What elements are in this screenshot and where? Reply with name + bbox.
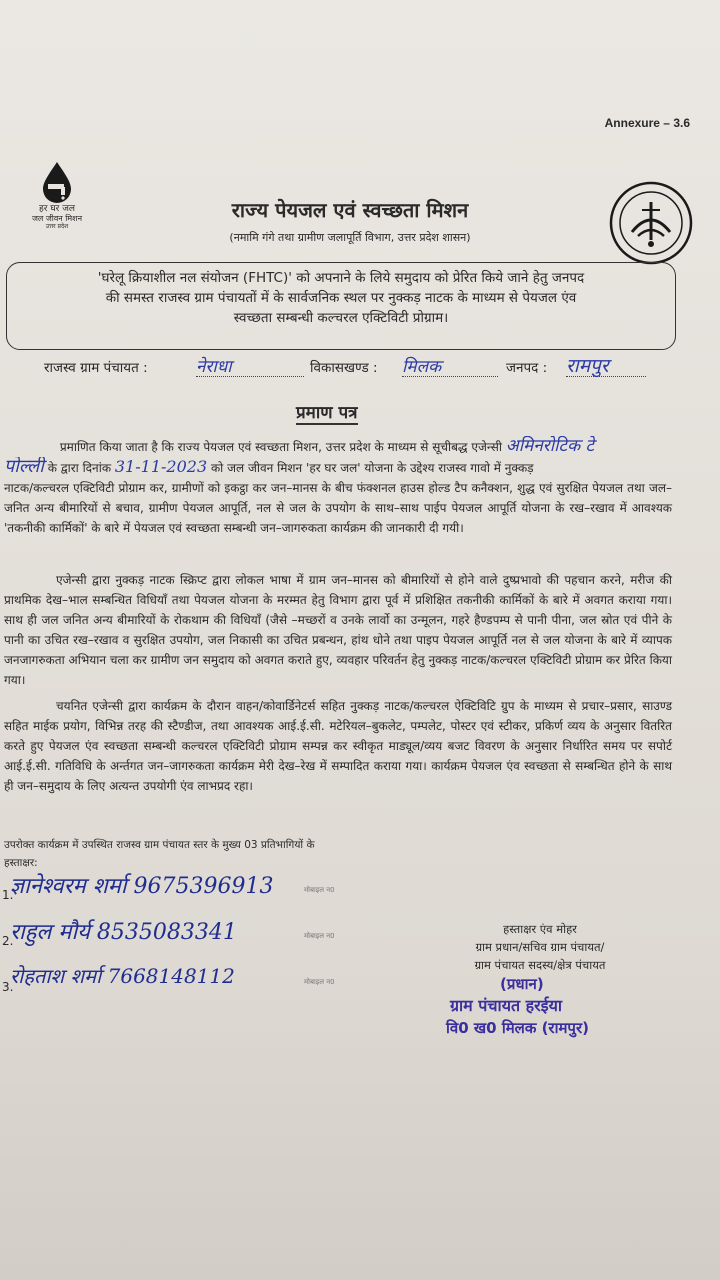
box-line: की समस्त राजस्व ग्राम पंचायतों में के सार्वजनिक स्थल पर नुक्कड़ नाटक के माध्यम से पेयजल एंव [105, 290, 577, 306]
box-line: 'घरेलू क्रियाशील नल संयोजन (FHTC)' को अपनाने के लिये समुदाय को प्रेरित किये जाने हेतु जनपद [97, 270, 585, 286]
participant-number: 2. [2, 934, 14, 948]
annexure-label: Annexure – 3.6 [604, 116, 690, 130]
participants-list [0, 870, 340, 1000]
location-fields [0, 355, 720, 386]
logo-line-1: हर घर जल [39, 204, 75, 214]
stamp-line-1: ग्राम पंचायत हरईया [450, 996, 562, 1015]
paragraph-2 [4, 570, 672, 690]
block-label: विकासखण्ड : [310, 360, 378, 376]
district-value: रामपुर [566, 355, 609, 377]
stamp-line-2: वि0 ख0 मिलक (रामपुर) [446, 1019, 589, 1037]
signatory-line-1: हस्ताक्षर एंव मोहर [503, 922, 577, 936]
signatory-line-2: ग्राम प्रधान/सचिव ग्राम पंचायत/ [475, 940, 605, 954]
program-description-box [6, 262, 676, 350]
participants-label: हस्ताक्षर: [4, 857, 38, 869]
water-drop-tap-icon [37, 160, 77, 204]
participant-number: 3. [2, 980, 14, 994]
box-line: स्वच्छता सम्बन्धी कल्चरल एक्टिविटी प्रोग्राम। [233, 310, 449, 326]
signatory-line-3: ग्राम पंचायत सदस्य/क्षेत्र पंचायत [474, 958, 606, 972]
block-field [402, 354, 498, 377]
paragraph-2-text: एजेन्सी द्वारा नुक्कड़ नाटक स्क्रिप्ट द्वारा लोकल भाषा में ग्राम जन–मानस को बीमारियों से होने वाले दुष्प्रभावो की पहचान करने, मरीज की प्राथमिक देख–भाल सम्बन्धित विधियाँ तथा पेयजल योजना के मरम्मत हेतु विभाग द्वारा पूर्व में प्रशिक्षित तकनीकी कार्मिकों के बारे में अवगत कराया गया। साथ ही जल जनित अन्य बीमारियों के रोकथाम की विधियाँ (जैसे –मच्छरों व उनके लार्वो का उन्मूलन, गहरे हैण्डपम्प से पानी पीना, जल स्रोत एवं पीने के पानी का उचित रख–रखाव व सुरक्षित उपयोग, जल निकासी का उचित प्रबन्धन, हांथ धोने तथा पाइप पेयजल आपूर्ति नल से जल योजना के बारे में व्यापक जनजागरुकता अभियान चला कर ग्रामीण जन समुदाय को अवगत कराते हुए, व्यवहार परिवर्तन हेतु नुक्कड़ नाटक/कल्चरल एक्टिविटी प्रोग्राम कर प्रेरित किया गया। [4, 573, 672, 687]
paragraph-1-text-b: के द्वारा दिनांक [47, 461, 112, 475]
participant-mobile-label: मोबाइल न0 [304, 886, 335, 894]
paragraph-1-line-2 [4, 457, 672, 478]
paragraph-3-text: चयनित एजेन्सी द्वारा कार्यक्रम के दौरान वाहन/कोवार्डिनेटर्स सहित नुक्कड़ नाटक/कल्चरल ऐक्टिविटि ग्रुप के माध्यम से प्रचार–प्रसार, साउण्ड सहित माईक प्रयोग, विभिन्न तरह की स्टैण्डीज, तथा आवश्यक आई.ई.सी. मटेरियल–बुकलेट, पम्पलेट, पोस्टर एवं स्टीकर, प्रकिर्ण व्यय के अनुसार वितरित करते हुए पेयजल एंव स्वच्छता सम्बन्धी कल्चरल एक्टिविटी प्रोग्राम सम्पन्न कर स्वीकृत माड्यूल/व्यय बजट विवरण के अनुसार निर्धारित समय पर सपोर्ट आई.ई.सी. गतिविधि के अर्न्तगत जन–जागरुकता कार्यक्रम मेरी देख–रेख में सम्पादित कराया गया। कार्यक्रम पेयजल एंव स्वच्छता से सम्बन्धित होने के साथ ही जन–समुदाय के लिए अत्यन्त उपयोगी एंव लाभप्रद रहा। [4, 699, 672, 793]
program-date-handwritten: 31-11-2023 [114, 457, 208, 476]
pradhan-signature: (प्रधान) [500, 975, 544, 993]
jal-jeevan-mission-logo [18, 160, 96, 230]
organization-subtitle: (नमामि गंगे तथा ग्रामीण जलापूर्ति विभाग, उत्तर प्रदेश शासन) [229, 231, 471, 244]
participant-signature: रोहताश शर्मा 7668148112 [10, 964, 235, 988]
certificate-title: प्रमाण पत्र [296, 400, 358, 425]
signatory-block [430, 920, 650, 974]
participants-intro: उपरोक्त कार्यक्रम में उपस्थित राजस्व ग्राम पंचायत स्तर के मुख्य 03 प्रतिभागियों के [4, 839, 315, 851]
organization-title: राज्य पेयजल एवं स्वच्छता मिशन [231, 198, 469, 222]
paragraph-1-text-c: को जल जीवन मिशन 'हर घर जल' योजना के उद्देश्य राजस्व गावो में नुक्कड़ [210, 461, 534, 475]
district-label: जनपद : [506, 360, 548, 376]
district-field [566, 352, 646, 377]
gram-panchayat-label: राजस्व ग्राम पंचायत : [44, 360, 148, 376]
agency-name-cont-handwritten: पोल्ली [4, 457, 44, 477]
agency-name-handwritten: अमिनरोटिक टे [505, 436, 595, 456]
participant-mobile-label: मोबाइल न0 [304, 932, 335, 940]
logo-line-3: उत्तर प्रदेश [45, 223, 69, 230]
participant-signature: ज्ञानेश्वरम शर्मा 9675396913 [10, 874, 274, 899]
participant-signature: राहुल मौर्य 8535083341 [10, 920, 237, 945]
up-government-seal-icon [608, 180, 694, 266]
paragraph-1-text-a: प्रमाणित किया जाता है कि राज्य पेयजल एवं स्वच्छता मिशन, उत्तर प्रदेश के माध्यम से सूचीबद्ध एजेन्सी [59, 440, 502, 454]
paragraph-3 [4, 696, 672, 796]
block-value: मिलक [402, 357, 442, 377]
gram-panchayat-value: नेराधा [196, 357, 232, 377]
participant-number: 1. [2, 888, 14, 902]
participant-mobile-label: मोबाइल न0 [304, 978, 335, 986]
gram-panchayat-field [196, 354, 304, 377]
logo-line-2: जल जीवन मिशन [31, 214, 83, 223]
paragraph-1-line-1 [4, 436, 672, 457]
paragraph-1-rest: नाटक/कल्चरल एक्टिविटी प्रोग्राम कर, ग्रामीणों को इकट्ठा कर जन–मानस के बीच फंक्शनल हाउस होल्ड टैप कनैक्शन, शुद्ध एवं सुरक्षित पेयजल तथा जल–जनित अन्य बीमारियों से बचाव, ग्रामीण पेयजल आपूर्ति, नल से जल के उपयोग के साथ–साथ पाईप पेयजल आपूर्ति योजना के रख–रखाव में आवश्यक 'तकनीकी कार्मिकों' के बारे में पेयजल एवं स्वच्छता सम्बन्धी जन–जागरुकता कार्यक्रम की जानकारी दी गयी। [4, 481, 672, 535]
paragraph-1 [4, 436, 672, 538]
